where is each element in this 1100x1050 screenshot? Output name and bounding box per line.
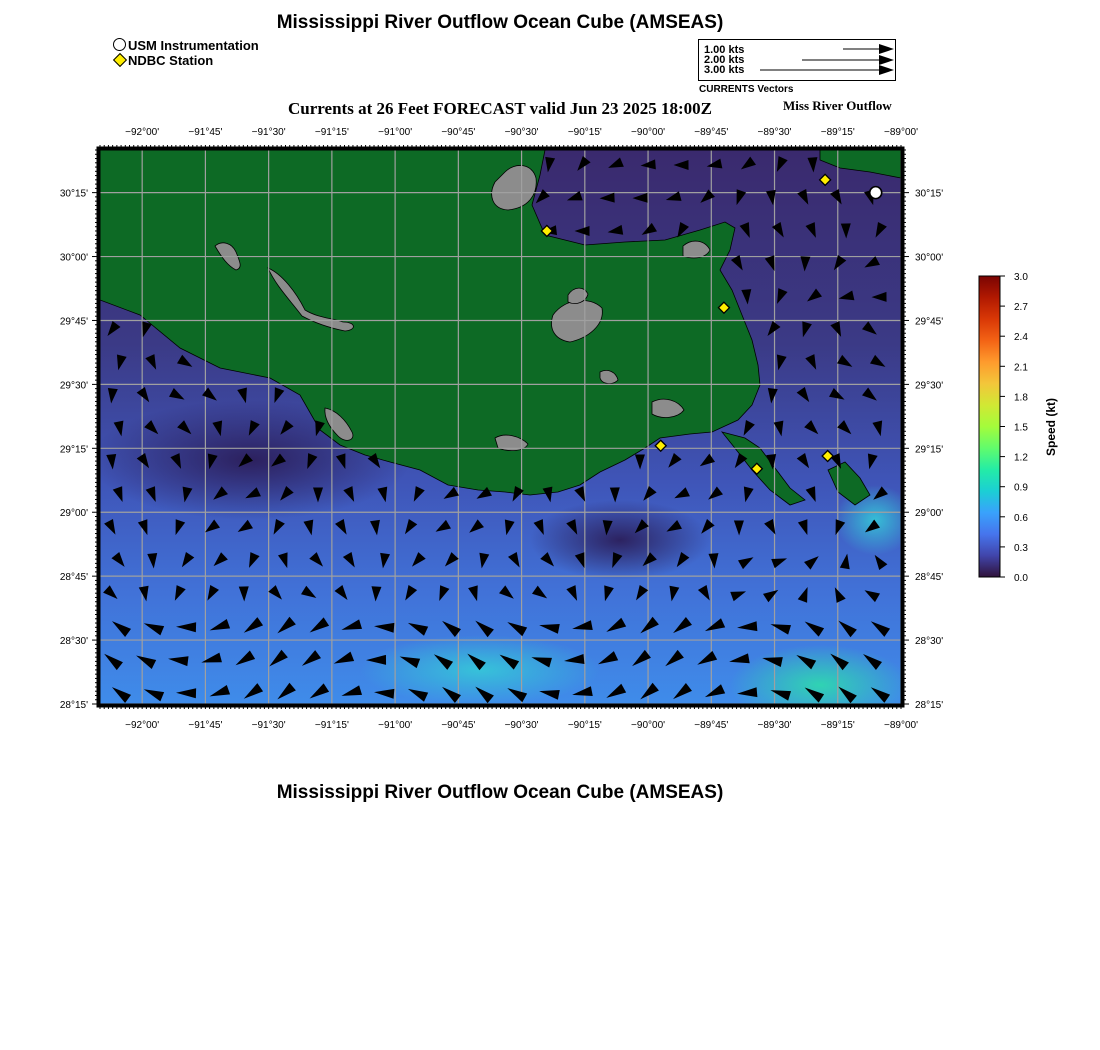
x-tick-label: −89°30' <box>757 720 792 731</box>
x-tick-label: −90°00' <box>631 720 666 731</box>
colorbar-tick-label: 1.2 <box>1014 452 1028 464</box>
x-tick-label: −92°00' <box>125 127 160 138</box>
colorbar-tick-label: 0.3 <box>1014 542 1028 554</box>
colorbar-tick-label: 2.1 <box>1014 362 1028 374</box>
y-tick-label: 29°00' <box>59 508 88 520</box>
y-tick-label: 30°00' <box>915 252 944 264</box>
x-tick-label: −91°30' <box>251 127 286 138</box>
x-tick-label: −90°30' <box>504 720 539 731</box>
y-tick-label: 29°45' <box>59 316 88 328</box>
x-tick-label: −90°00' <box>631 127 666 138</box>
x-tick-labels-top <box>125 127 918 138</box>
y-tick-labels-left <box>60 189 88 711</box>
speed-hotspot <box>360 635 600 705</box>
x-tick-label: −91°15' <box>314 720 349 731</box>
y-tick-label: 29°15' <box>59 444 88 456</box>
y-tick-label: 28°45' <box>59 572 88 584</box>
y-tick-label: 29°30' <box>59 380 88 392</box>
speed-hotspot <box>730 645 910 725</box>
y-tick-label: 28°30' <box>59 636 88 648</box>
y-tick-label: 30°15' <box>915 188 944 200</box>
colorbar <box>979 272 1058 584</box>
x-tick-label: −90°15' <box>567 720 602 731</box>
chart-title-bottom: Mississippi River Outflow Ocean Cube (AMSEAS) <box>276 782 724 803</box>
y-tick-label: 30°00' <box>59 252 88 264</box>
x-tick-labels-bottom <box>125 720 918 731</box>
region-label: Miss River Outflow <box>783 98 892 113</box>
vector-scale-label-3: 3.00 kts <box>704 64 745 76</box>
x-tick-label: −89°30' <box>757 127 792 138</box>
y-tick-label: 29°00' <box>915 508 944 520</box>
y-tick-label: 28°45' <box>915 572 944 584</box>
x-tick-label: −91°00' <box>378 127 413 138</box>
colorbar-tick-label: 0.0 <box>1014 573 1028 584</box>
colorbar-gradient <box>979 276 1000 577</box>
x-tick-label: −91°15' <box>314 127 349 138</box>
x-tick-label: −89°15' <box>820 127 855 138</box>
legend-usm-label: USM Instrumentation <box>128 38 259 53</box>
y-tick-label: 29°30' <box>915 380 944 392</box>
y-tick-label: 29°15' <box>915 444 944 456</box>
colorbar-tick-label: 0.9 <box>1014 482 1028 494</box>
x-tick-label: −89°15' <box>820 720 855 731</box>
x-tick-label: −91°45' <box>188 127 223 138</box>
x-tick-label: −90°15' <box>567 127 602 138</box>
vector-scale-caption: CURRENTS Vectors <box>699 84 794 95</box>
chart-title: Mississippi River Outflow Ocean Cube (AMSEAS) <box>276 12 724 33</box>
x-tick-label: −89°00' <box>884 720 918 731</box>
y-tick-labels-right <box>915 189 943 711</box>
colorbar-tick-label: 0.6 <box>1014 512 1028 524</box>
colorbar-tick-label: 3.0 <box>1014 272 1028 283</box>
x-tick-label: −91°00' <box>378 720 413 731</box>
colorbar-label: Speed (kt) <box>1044 397 1058 457</box>
vector-scale-label-2: 2.00 kts <box>704 54 745 66</box>
colorbar-tick-label: 2.4 <box>1014 332 1028 344</box>
x-tick-label: −91°45' <box>188 720 223 731</box>
y-tick-label: 28°15' <box>59 700 88 711</box>
x-tick-label: −92°00' <box>125 720 160 731</box>
x-tick-label: −91°30' <box>251 720 286 731</box>
colorbar-tick-label: 2.7 <box>1014 302 1028 314</box>
colorbar-tick-label: 1.8 <box>1014 392 1028 404</box>
colorbar-ticks <box>1000 272 1028 584</box>
y-tick-label: 30°15' <box>59 188 88 200</box>
x-tick-label: −90°30' <box>504 127 539 138</box>
x-tick-label: −90°45' <box>441 720 476 731</box>
x-tick-label: −89°00' <box>884 127 918 138</box>
vector-scale-label-1: 1.00 kts <box>704 44 745 56</box>
legend-ndbc-label: NDBC Station <box>128 53 214 68</box>
colorbar-tick-label: 1.5 <box>1014 422 1028 434</box>
x-tick-label: −90°45' <box>441 127 476 138</box>
x-tick-label: −89°45' <box>694 127 729 138</box>
map-subtitle: Currents at 26 Feet FORECAST valid Jun 23 2025 18:00Z <box>288 99 712 118</box>
y-tick-label: 29°45' <box>915 316 944 328</box>
y-tick-label: 28°15' <box>915 700 944 711</box>
usm-station-marker <box>870 187 882 199</box>
y-tick-label: 28°30' <box>915 636 944 648</box>
x-tick-label: −89°45' <box>694 720 729 731</box>
